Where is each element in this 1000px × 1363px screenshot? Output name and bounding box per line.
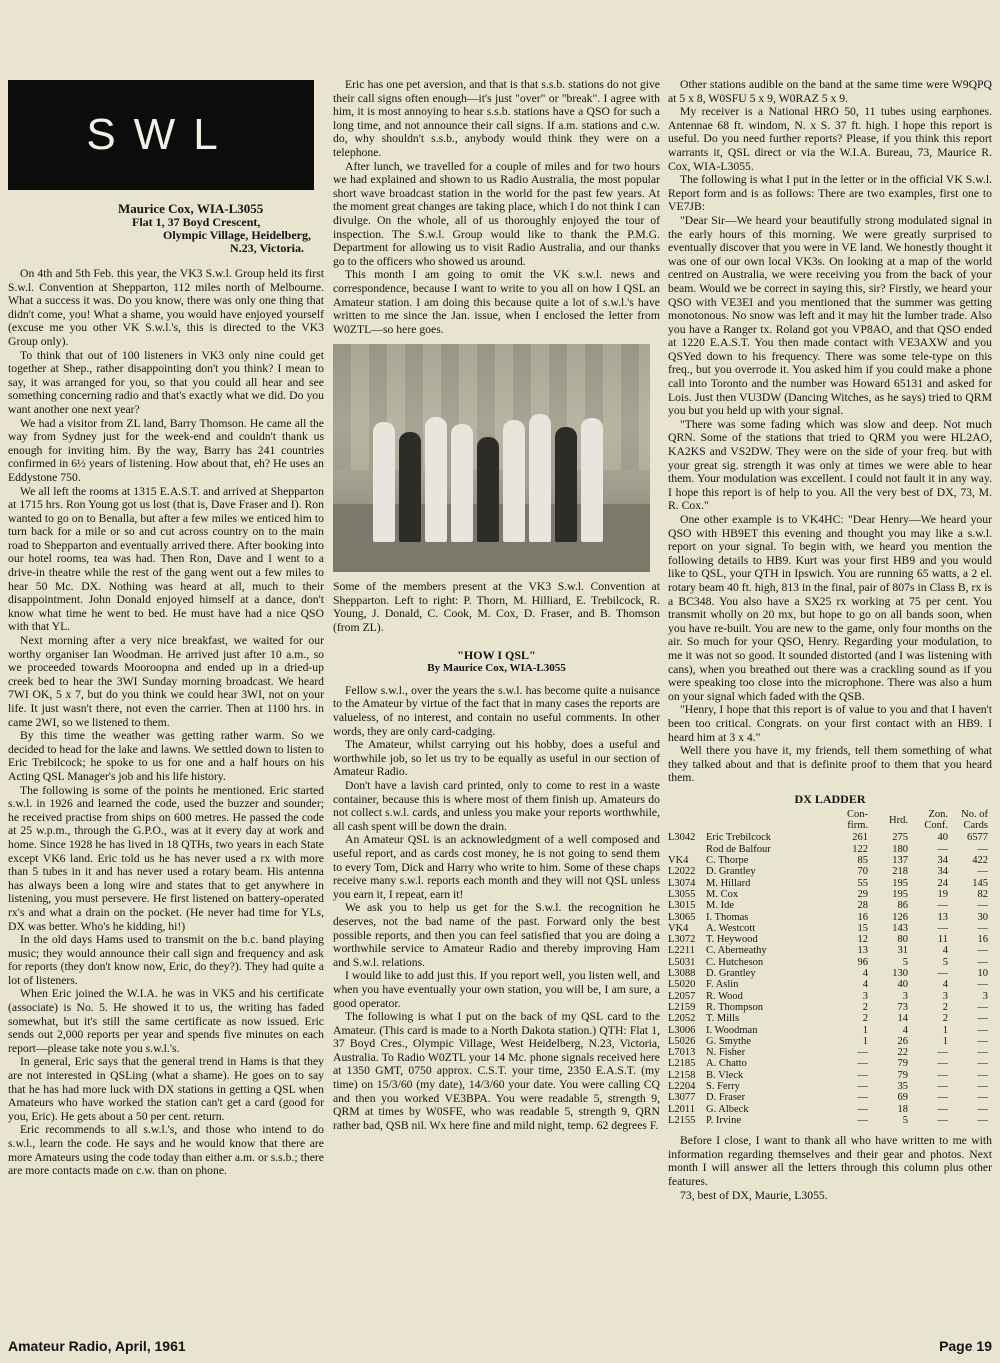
ladder-value: — <box>857 1069 868 1081</box>
footer-page-number: Page 19 <box>939 1338 992 1354</box>
ladder-value: 40 <box>897 979 908 991</box>
ladder-value: 70 <box>857 866 868 878</box>
paragraph: The following is what I put on the back of my QSL card to the Amateur. (This card is made to a North Dakota station.) QTH: Flat 1, 37 Boyd Cres., Olympic Village, West Heidelberg, N.23, Victoria, Australia. To Radio W0ZTL your 14 Mc. phone signals received here at 1350 GMT, 0750 approx. C.S.T. your time, 2350 E.A.S.T. (my time) on 15/3/60 (my date), 14/3/60 your date. You were calling CQ and then you worked VE3BPA. You were readable 5, strength 9, QRM at times by W0SFE, who was readable 5, strength 9, QRN rather bad, QSB nil. Wx here fine and mild night, temp. 62 degrees F. <box>333 1010 660 1132</box>
paragraph: One other example is to VK4HC: "Dear Henry—We heard your QSO with HB9ET this evening and thought you may like a s.w.l. report on your signal. To begin with, we heard you mention the following details to HB9. Kurt was your first HB9 and you would like to QSL, your QTH in Ipswich. You are running 65 watts, a 2 el. rotary beam 40 ft. high, 813 in the final, pair of 807s in Class B, rx is a BC348. You also have a SX25 rx working at 75 per cent. You transmit wholly on 20 mx, but hope to go on all bands soon, when you have re-built. You are new to the game, only four months on the air. So much for your QSO, Henry. Regarding your modulation, to me it was not so good. It sounded distorted (and I was listening with cans), when you breathed out there was a crackling sound as if you were speaking too close into the microphone. There was also a hum on your signal which faded with the QSB. <box>668 513 992 703</box>
ladder-value: 180 <box>892 843 908 855</box>
ladder-value: 122 <box>852 843 868 855</box>
ladder-value: 4 <box>942 979 948 991</box>
ladder-value: — <box>857 1081 868 1092</box>
ladder-value: 69 <box>897 1092 908 1104</box>
dx-ladder-row <box>668 934 992 945</box>
paragraph: We all left the rooms at 1315 E.A.S.T. and arrived at Shepparton at 1715 hrs. Ron Young got us lost (that is, Dave Fraser and I). Ron wanted to go on to Benalla, but after a few miles we enticed him to turn back for a mile or so and cut across country on to the main road to Shepparton and eventually arrived there. After booking into our hotel rooms, tea was had. Then Ron, Dave and I went to a drive-in theatre while the rest of the gang went out a few miles to hear 50 Mc. DX. Nothing was heard at all, much to their disappointment. John Donald enjoyed himself at a dance, don't know what time he went to bed. He must have had a nice QSO with that YL. <box>8 484 324 634</box>
ladder-value: 2 <box>942 1013 948 1025</box>
ladder-value: — <box>937 1058 948 1070</box>
paragraph: By this time the weather was getting rather warm. So we decided to head for the lake and lawns. We settled down to listen to Eric Trebilcock; he spoke to us for one and a half hours on his Acting QSL Manager's job and his life history. <box>8 729 324 783</box>
convention-group-photo <box>333 344 650 572</box>
ladder-name: C. Hutcheson <box>706 956 764 968</box>
ladder-callsign: L5020 <box>668 979 696 991</box>
ladder-name: C. Aberneathy <box>706 945 767 957</box>
article-body <box>333 684 660 1133</box>
paragraph: The following is what I put in the letter or in the official VK S.w.l. Report form and is as follows: There are two examples, first one to VE7JB: <box>668 173 992 214</box>
ladder-value: 26 <box>897 1035 908 1047</box>
ladder-value: — <box>937 900 948 912</box>
ladder-value: — <box>937 1092 948 1104</box>
paragraph: On 4th and 5th Feb. this year, the VK3 S.w.l. Group held its first S.w.l. Convention at Shepparton, 112 miles north of Melbourne. What a success it was. Do you know, there was only one thing that didn't come, you! What a shame, you would have enjoyed yourself (excuse me you other VK S.w.l.'s, this is directed to the VK3 Group only). <box>8 267 324 348</box>
ladder-value: 96 <box>857 956 868 968</box>
ladder-callsign: L5026 <box>668 1035 696 1047</box>
ladder-name: B. Vleck <box>706 1069 744 1081</box>
ladder-value: 79 <box>897 1069 908 1081</box>
ladder-value: — <box>977 979 988 991</box>
ladder-value: 15 <box>857 922 868 934</box>
dx-ladder-row <box>668 1047 992 1058</box>
ladder-value: 11 <box>937 934 948 946</box>
page-footer <box>8 1338 992 1354</box>
ladder-value: — <box>937 1069 948 1081</box>
ladder-name: F. Aslin <box>706 979 739 991</box>
dx-ladder-row <box>668 968 992 979</box>
ladder-value: — <box>857 1103 868 1115</box>
ladder-callsign: L2204 <box>668 1081 696 1092</box>
ladder-value: 80 <box>897 934 908 946</box>
dx-ladder-table <box>668 808 992 1126</box>
ladder-value: 10 <box>977 968 988 980</box>
ladder-value: 3 <box>862 990 868 1002</box>
ladder-value: 422 <box>972 855 988 867</box>
paragraph: Fellow s.w.l., over the years the s.w.l. has become quite a nuisance to the Amateur by virtue of the fact that in many cases the reports are valueless, of no interest, and contain no useful comments. In other words, they are only card-cadging. <box>333 683 660 738</box>
dx-ladder-row <box>668 945 992 956</box>
ladder-value: 1 <box>862 1024 868 1036</box>
ladder-callsign: L2185 <box>668 1058 696 1070</box>
ladder-name: P. Irvine <box>706 1114 741 1126</box>
column-1 <box>8 0 324 1178</box>
paragraph: I would like to add just this. If you report well, you listen well, and when you have eventually your own station, you will be, I am sure, a good operator. <box>333 969 660 1010</box>
ladder-value: 145 <box>972 877 988 889</box>
ladder-value: 82 <box>977 888 988 900</box>
dx-ladder-row <box>668 1025 992 1036</box>
ladder-callsign: L5031 <box>668 956 696 968</box>
paragraph: To think that out of 100 listeners in VK3 only nine could get together at Shep., rather disappointing don't you think? I mean to say, it was arranged for you, so that you could all hear and see something concerning radio and that's exactly what we did. Do you want another one next year? <box>8 348 324 416</box>
ladder-name: D. Grantley <box>706 866 756 878</box>
ladder-callsign: L2057 <box>668 990 696 1002</box>
ladder-value: — <box>937 1081 948 1092</box>
ladder-value: 261 <box>852 832 868 844</box>
ladder-value: — <box>977 1069 988 1081</box>
header-cards: No. of Cards <box>961 809 988 832</box>
ladder-value: 195 <box>892 888 908 900</box>
dx-ladder-row <box>668 1092 992 1103</box>
paragraph: Other stations audible on the band at the same time were W9QPQ at 5 x 8, W0SFU 5 x 9, W0RAZ 5 x 9. <box>668 78 992 105</box>
dx-ladder-row <box>668 912 992 923</box>
dx-ladder-row <box>668 878 992 889</box>
ladder-callsign: L2052 <box>668 1013 696 1025</box>
ladder-value: 3 <box>982 990 988 1002</box>
ladder-value: — <box>977 922 988 934</box>
ladder-value: 3 <box>902 990 908 1002</box>
ladder-callsign: L2158 <box>668 1069 696 1081</box>
ladder-value: 16 <box>977 934 988 946</box>
paragraph: Next morning after a very nice breakfast, we waited for our worthy organiser Ian Woodman. He arrived just after 10 a.m., so we proceeded towards Mooroopna and ended up in a dried-up creek bed to hear the 3WI Sunday morning broadcast. We heard 7WI OK, 5 x 7, but do you think we could hear 3WI, not on your life. It just wasn't there, not even the carrier. Then at 1100 hrs. in came 2WI, so we listened to them. <box>8 634 324 729</box>
ladder-value: 55 <box>857 877 868 889</box>
ladder-callsign: L3055 <box>668 888 696 900</box>
ladder-value: 275 <box>892 832 908 844</box>
ladder-value: 85 <box>857 855 868 867</box>
ladder-value: — <box>977 866 988 878</box>
ladder-callsign: L3006 <box>668 1024 696 1036</box>
ladder-value: 5 <box>902 956 908 968</box>
footer-publication: Amateur Radio, April, 1961 <box>8 1338 186 1354</box>
ladder-name: R. Thompson <box>706 1001 763 1013</box>
ladder-callsign: L2011 <box>668 1103 696 1115</box>
ladder-name: T. Mills <box>706 1013 740 1025</box>
dx-ladder-row <box>668 1002 992 1013</box>
ladder-value: 13 <box>937 911 948 923</box>
ladder-callsign: VK4 <box>668 922 689 934</box>
paragraph: "There was some fading which was slow and deep. Not much QRN. Some of the stations that tried to QRM you were HL2AO, KA2KS and VS2DW. They were on the side of your freq. but with your great sig. strength it was only at times we were able to hear them. Your modulation was excellent. I could not fault it in any way. I hope this report is of help to you. All the very best of DX, 73, M. R. Cox." <box>668 417 992 513</box>
ladder-value: 86 <box>897 900 908 912</box>
ladder-value: — <box>977 1114 988 1126</box>
ladder-value: — <box>977 1024 988 1036</box>
ladder-value: 1 <box>862 1035 868 1047</box>
ladder-value: 30 <box>977 911 988 923</box>
ladder-value: 19 <box>937 888 948 900</box>
ladder-value: — <box>977 1081 988 1092</box>
ladder-value: — <box>977 945 988 957</box>
paragraph: "Henry, I hope that this report is of value to you and that I haven't been too critical. Congrats. on your first contact with an HB9. I heard him at 3 x 4." <box>668 703 992 744</box>
dx-ladder-header <box>668 808 992 832</box>
ladder-name: D. Grantley <box>706 968 756 980</box>
ladder-value: 12 <box>857 934 868 946</box>
ladder-value: 5 <box>902 1114 908 1126</box>
ladder-value: — <box>937 843 948 855</box>
section-banner: SWL <box>8 80 314 190</box>
column-2 <box>333 78 660 1132</box>
ladder-callsign: L2022 <box>668 866 696 878</box>
ladder-value: — <box>977 843 988 855</box>
dx-ladder-row <box>668 1115 992 1126</box>
dx-ladder-row <box>668 866 992 877</box>
ladder-value: 130 <box>892 968 908 980</box>
ladder-name: M. Hillard <box>706 877 751 889</box>
ladder-callsign: L3065 <box>668 911 696 923</box>
dx-ladder-title: DX LADDER <box>794 791 866 806</box>
ladder-name: N. Fisher <box>706 1047 746 1059</box>
ladder-name: C. Thorpe <box>706 855 749 867</box>
ladder-value: 24 <box>937 877 948 889</box>
ladder-value: — <box>937 1103 948 1115</box>
ladder-value: — <box>977 1092 988 1104</box>
paragraph: Eric has one pet aversion, and that is that s.s.b. stations do not give their call signs often enough—it's just "over" or "break". I agree with him, it is most annoying to hear s.s.b. stations have a QSO for such a long time, and not announce their call signs. If a.m. stations and c.w. do, why shouldn't s.s.b., anybody would think they were on a telephone. <box>333 78 660 159</box>
ladder-value: 35 <box>897 1081 908 1092</box>
ladder-value: 22 <box>897 1047 908 1059</box>
dx-ladder-row <box>668 855 992 866</box>
header-zones: Zon. Conf. <box>924 809 948 832</box>
ladder-name: A. Chatto <box>706 1058 747 1070</box>
ladder-value: — <box>857 1058 868 1070</box>
closing-text <box>668 1134 992 1202</box>
ladder-value: — <box>977 1103 988 1115</box>
ladder-callsign: VK4 <box>668 855 689 867</box>
header-heard: Hrd. <box>889 814 908 826</box>
ladder-value: 14 <box>897 1013 908 1025</box>
ladder-callsign: L3088 <box>668 968 696 980</box>
ladder-value: — <box>977 1001 988 1013</box>
paragraph: When Eric joined the W.I.A. he was in VK5 and his certificate (associate) is No. 5. He showed it to us, the writing has faded somewhat, but it's still the same certificate as now issued. Eric sends out 2,000 reports per year and spends five minutes on each report—please take note you s.w.l.'s. <box>8 987 324 1055</box>
paragraph: "Dear Sir—We heard your beautifully strong modulated signal in the early hours of this morning. We were greatly surprised to eventually discover that you were in VE land. We honestly thought it was one of our own local VK3s. On looking at a map of the world centred on Australia, we were receiving you from the back of your beam. Would we be correct in saying this, sir? Firstly, we heard your QSO with VE3EI and you mentioned that the summer was getting monotonous. No snow was left and it may hit the lumber trade. Also you have a Ranger tx. Roland got you VP8AO, and that QSO ended at 1220 E.A.S.T. You then made contact with VE3AXW and you QSYed down to his frequency. There was some tele-type on this freq., but you overrode it. You asked him if you could make a phone call into Toronto and the number was Howard 65131 and asked for Lois. Just then VU3DW (Dancing Witches, as he says) tried to QRM you but you held up with your signal. <box>668 213 992 418</box>
ladder-value: 13 <box>857 945 868 957</box>
ladder-value: 79 <box>897 1058 908 1070</box>
ladder-value: 16 <box>857 911 868 923</box>
paragraph: We had a visitor from ZL land, Barry Thomson. He came all the way from Sydney just for the week-end and couldn't thank us enough for inviting him. By the way, Barry has 241 countries confirmed in 6½ years of listening. How about that, eh? He uses an Eddystone 750. <box>8 416 324 484</box>
ladder-value: — <box>977 956 988 968</box>
paragraph: The Amateur, whilst carrying out his hobby, does a useful and worthwhile job, so let us try to be equally as useful in our section of Amateur Radio. <box>333 738 660 779</box>
ladder-value: 218 <box>892 866 908 878</box>
ladder-name: T. Heywood <box>706 934 758 946</box>
paragraph: 73, best of DX, Maurie, L3055. <box>680 1188 828 1202</box>
ladder-name: D. Fraser <box>706 1092 746 1104</box>
ladder-name: M. Ide <box>706 900 734 912</box>
paragraph: Well there you have it, my friends, tell them something of what they talked about and that is definite proof to them that you heard them. <box>668 744 992 785</box>
ladder-value: 2 <box>862 1001 868 1013</box>
column-3-body <box>668 78 992 785</box>
ladder-name: Eric Trebilcock <box>706 832 772 844</box>
ladder-name: I. Woodman <box>706 1024 758 1036</box>
ladder-value: 6577 <box>967 832 988 844</box>
paragraph: After lunch, we travelled for a couple of miles and for two hours we had explained and shown to us Radio Australia, the most popular short wave broadcast station in the world for the past few years. At the moment great changes are taking place, which I do not think I can divulge. On the whole, all of us thoroughly enjoyed the tour of inspection. The S.w.l. Group would like to thank the P.M.G. Department for allowing us to visit Radio Australia, and our thanks go to the officers who showed us around. <box>333 159 660 268</box>
dx-ladder-row <box>668 991 992 1002</box>
ladder-name: G. Smythe <box>706 1035 751 1047</box>
ladder-value: — <box>857 1047 868 1059</box>
paragraph: We ask you to help us get for the S.w.l. the recognition he deserves, not the bad name of the past. Forward only the best possible reports, and then you can feel satisfied that you are doing a worthwhile service to Amateur Radio and thereby improving Ham and S.w.l. relations. <box>333 901 660 969</box>
ladder-callsign: L2155 <box>668 1114 696 1126</box>
ladder-value: 4 <box>862 979 868 991</box>
ladder-value: 28 <box>857 900 868 912</box>
paragraph: Before I close, I want to thank all who have written to me with information regarding themselves and their gear and photos. Next month I will answer all the letters through this column plus other features. <box>668 1134 992 1188</box>
ladder-value: 4 <box>942 945 948 957</box>
dx-ladder-row <box>668 1070 992 1081</box>
ladder-value: 2 <box>942 1001 948 1013</box>
ladder-callsign: L3072 <box>668 934 696 946</box>
paragraph: Don't have a lavish card printed, only to come to rest in a waste container, because this is where most of them finish up. Amateurs do not collect s.w.l. cards, and unless you make your reports worthwhile, all cash spent will be down the drain. <box>333 779 660 833</box>
ladder-name: S. Ferry <box>706 1081 740 1092</box>
ladder-name: G. Albeck <box>706 1103 749 1115</box>
ladder-value: — <box>977 1058 988 1070</box>
ladder-value: — <box>937 968 948 980</box>
ladder-value: 137 <box>892 855 908 867</box>
ladder-name: Rod de Balfour <box>706 843 771 855</box>
ladder-callsign: L3077 <box>668 1092 696 1104</box>
ladder-value: 143 <box>892 922 908 934</box>
ladder-value: — <box>937 1047 948 1059</box>
ladder-value: — <box>937 922 948 934</box>
ladder-value: — <box>977 900 988 912</box>
ladder-name: R. Wood <box>706 990 743 1002</box>
ladder-value: — <box>857 1114 868 1126</box>
dx-ladder-row <box>668 979 992 990</box>
article-title: "HOW I QSL" <box>457 647 536 662</box>
ladder-name: A. Westcott <box>706 922 756 934</box>
ladder-value: — <box>977 1047 988 1059</box>
paragraph: This month I am going to omit the VK s.w.l. news and correspondence, because I want to write to you all on how I QSL an Amateur station. I am doing this because quite a lot of s.w.l.'s have written to me since the Jan. issue, when I enclosed the letter from W0ZTL—so here goes. <box>333 268 660 336</box>
ladder-value: 73 <box>897 1001 908 1013</box>
author-name: Maurice Cox, WIA-L3055 <box>118 201 264 216</box>
paragraph: In general, Eric says that the general trend in Hams is that they are not interested in QSLing (what a shame). He goes on to say that he has had more luck with DX stations in getting a QSL when Amateurs who have worked the station can't get a card (good for you, Eric). He gets about a 50 per cent. return. <box>8 1055 324 1123</box>
ladder-value: 29 <box>857 888 868 900</box>
ladder-value: 195 <box>892 877 908 889</box>
column-1-body <box>8 267 324 1178</box>
ladder-callsign: L3042 <box>668 832 696 844</box>
dx-ladder-row <box>668 832 992 843</box>
ladder-value: 1 <box>942 1035 948 1047</box>
ladder-value: 3 <box>942 990 948 1002</box>
dx-ladder-row <box>668 1036 992 1047</box>
ladder-callsign: L7013 <box>668 1047 696 1059</box>
ladder-value: 2 <box>862 1013 868 1025</box>
ladder-value: — <box>857 1092 868 1104</box>
dx-ladder-row <box>668 1013 992 1024</box>
ladder-value: 4 <box>902 1024 908 1036</box>
ladder-value: 34 <box>937 855 948 867</box>
ladder-value: 5 <box>942 956 948 968</box>
ladder-callsign: L2159 <box>668 1001 696 1013</box>
author-address-line2: Olympic Village, Heidelberg, <box>163 228 311 242</box>
ladder-callsign: L3015 <box>668 900 696 912</box>
dx-ladder-row <box>668 1081 992 1092</box>
ladder-value: 34 <box>937 866 948 878</box>
dx-ladder-row <box>668 889 992 900</box>
column-2-intro <box>333 78 660 336</box>
header-confirmed: Con-firm. <box>847 809 868 832</box>
author-byline <box>8 202 324 255</box>
author-address-line3: N.23, Victoria. <box>230 241 304 255</box>
dx-ladder-row <box>668 1104 992 1115</box>
ladder-name: M. Cox <box>706 888 739 900</box>
dx-ladder-row <box>668 1058 992 1069</box>
paragraph: The following is some of the points he mentioned. Eric started s.w.l. in 1926 and learned the code, used the buzzer and sounder; he received practise from ships on 600 metres. He passed the code at 25 w.p.m., through the G.P.O., was at it every day at work and home. Since 1928 he has lived in 18 QTHs, two years in each State except VK6 land. Eric told us he has never used a rx with more than 5 tubes in it and has never used a rotary beam. His antenna has always been a long wire and states that to get anywhere in listening, you must persevere. He first listened on battery-operated rx's and what a drain on the pocket. (He never had time for YLs, DX was better. Who's he kidding, hi!) <box>8 783 324 933</box>
paragraph: My receiver is a National HRO 50, 11 tubes using earphones. Antennae 68 ft. windom, N. x S. 37 ft. high. I hope this report is useful. Do you need further reports? Please, if you think this report warrants it, QSL direct or via the W.I.A. Bureau, 73, Maurice R. Cox, WIA-L3055. <box>668 105 992 173</box>
paragraph: Eric recommends to all s.w.l.'s, and those who intend to do s.w.l., learn the code. He says and he would know that there are more Amateurs using the code today than either a.m. or s.s.b.; there are more contacts made on c.w. than on phone. <box>8 1123 324 1178</box>
ladder-callsign: L3074 <box>668 877 696 889</box>
ladder-value: 126 <box>892 911 908 923</box>
ladder-value: — <box>937 1114 948 1126</box>
ladder-name: I. Thomas <box>706 911 749 923</box>
ladder-value: 1 <box>942 1024 948 1036</box>
ladder-value: 31 <box>897 945 908 957</box>
column-3 <box>668 78 992 1202</box>
ladder-callsign <box>668 844 706 855</box>
photo-caption: Some of the members present at the VK3 S.w.l. Convention at Shepparton. Left to right: P. Thorn, M. Hilliard, E. Trebilcock, R. Young, J. Donald, C. Cook, M. Cox, D. Fraser, and B. Thomson (from ZL). <box>333 580 660 635</box>
dx-ladder-row <box>668 957 992 968</box>
author-address-line1: Flat 1, 37 Boyd Crescent, <box>132 215 261 229</box>
dx-ladder-row <box>668 923 992 934</box>
ladder-value: 4 <box>862 968 868 980</box>
ladder-value: 18 <box>897 1103 908 1115</box>
paragraph: An Amateur QSL is an acknowledgment of a well composed and useful report, and as cards cost money, he is not going to send them to every Tom, Dick and Harry who write to him. Some of these chaps receive many s.w.l. reports each month and they will not QSL unless you earn it, I repeat, earn it! <box>333 833 660 901</box>
dx-ladder-row <box>668 900 992 911</box>
article-byline: By Maurice Cox, WIA-L3055 <box>427 662 566 675</box>
ladder-value: — <box>977 1035 988 1047</box>
dx-ladder-row <box>668 844 992 855</box>
ladder-callsign: L2211 <box>668 945 696 957</box>
paragraph: In the old days Hams used to transmit on the b.c. band playing music; they would announce their call sign and frequency and ask for reports (they don't know now, Eric, do they?). They had quite a lot of listeners. <box>8 933 324 987</box>
ladder-value: — <box>977 1013 988 1025</box>
ladder-value: 40 <box>937 832 948 844</box>
